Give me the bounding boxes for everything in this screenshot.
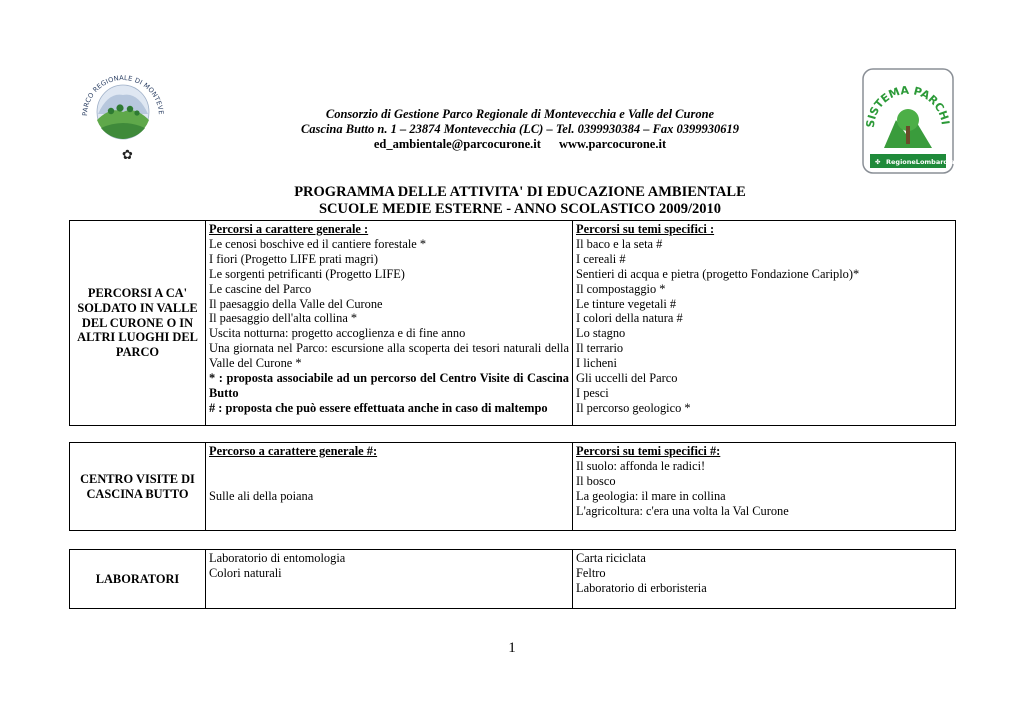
list-item: Feltro: [576, 565, 606, 580]
percorsi-specific-heading: Percorsi su temi specifici :: [576, 222, 715, 236]
note-maltempo: # : proposta che può essere effettuata anche in caso di maltempo: [209, 400, 548, 415]
list-item: I cereali #: [576, 251, 626, 266]
list-item: Laboratorio di erboristeria: [576, 580, 707, 595]
centro-label-cell: [70, 443, 206, 531]
list-item: Laboratorio di entomologia: [209, 551, 346, 565]
centro-visite-table: [69, 442, 956, 531]
list-item: Sulle ali della poiana: [209, 488, 314, 503]
list-item: Le cenosi boschive ed il cantiere forestale *: [209, 236, 427, 251]
percorsi-label: PERCORSI A CA' SOLDATO IN VALLE DEL CURONE O IN ALTRI LUOGHI DEL PARCO: [77, 285, 198, 360]
percorsi-table: [69, 220, 956, 426]
list-item: Il baco e la seta #: [576, 236, 663, 251]
laboratori-label: LABORATORI: [95, 571, 180, 586]
percorsi-label-cell: [70, 221, 206, 426]
list-item: Le cascine del Parco: [209, 281, 312, 296]
parco-montevecchia-logo: [73, 62, 173, 164]
header-line-2: Cascina Butto n. 1 – 23874 Montevecchia (LC) – Tel. 0399930384 – Fax 0399930619: [300, 122, 740, 136]
header-contacts: [200, 137, 840, 152]
list-item: Sentieri di acqua e pietra (progetto Fondazione Cariplo)*: [576, 266, 860, 281]
document-title: [200, 184, 840, 218]
list-item: I pesci: [576, 385, 609, 400]
laboratori-right-cell: [573, 550, 956, 609]
page-number: 1: [508, 640, 516, 656]
percorsi-general-cell: [206, 221, 573, 426]
centro-label: CENTRO VISITE DI CASCINA BUTTO: [80, 471, 195, 501]
regione-lombardia-text: RegioneLombardia: [886, 158, 954, 166]
list-item: Le tinture vegetali #: [576, 296, 677, 311]
list-item: Una giornata nel Parco: escursione alla scoperta dei tesori naturali della Valle del Curone *: [209, 341, 569, 371]
list-item: Lo stagno: [576, 326, 626, 341]
laboratori-label-cell: [70, 550, 206, 609]
list-item: La geologia: il mare in collina: [576, 488, 726, 503]
list-item: Carta riciclata: [576, 551, 646, 565]
laboratori-left-cell: [206, 550, 573, 609]
list-item: Colori naturali: [209, 565, 282, 580]
list-item: I fiori (Progetto LIFE prati magri): [209, 251, 378, 266]
list-item: I licheni: [576, 356, 617, 371]
header: [200, 107, 840, 152]
list-item: Il suolo: affonda le radici!: [576, 458, 706, 473]
percorsi-specific-cell: [573, 221, 956, 426]
svg-text:PARCO REGIONALE DI MONTEVECCHI: PARCO REGIONALE DI MONTEVE: [80, 73, 166, 117]
centro-specific-cell: [573, 443, 956, 531]
percorsi-general-heading: Percorsi a carattere generale :: [209, 222, 369, 236]
centro-specific-heading: Percorsi su temi specifici #:: [576, 444, 721, 458]
list-item: Il terrario: [576, 341, 624, 356]
sistema-parchi-logo: [862, 68, 954, 174]
list-item: Uscita notturna: progetto accoglienza e di fine anno: [209, 326, 466, 341]
list-item: L'agricoltura: c'era una volta la Val Curone: [576, 503, 789, 518]
list-item: Il bosco: [576, 473, 616, 488]
note-associabile: * : proposta associabile ad un percorso del Centro Visite di Cascina Butto: [209, 371, 569, 400]
title-line-2: SCUOLE MEDIE ESTERNE - ANNO SCOLASTICO 2009/2010: [318, 201, 722, 217]
header-line-1: Consorzio di Gestione Parco Regionale di Montevecchia e Valle del Curone: [325, 107, 715, 121]
centro-general-heading: Percorso a carattere generale #:: [209, 444, 378, 458]
website-link[interactable]: www.parcocurone.it: [558, 137, 667, 151]
svg-text:✤: ✤: [875, 158, 881, 166]
list-item: Gli uccelli del Parco: [576, 371, 678, 386]
title-line-1: PROGRAMMA DELLE ATTIVITA' DI EDUCAZIONE AMBIENTALE: [294, 184, 746, 200]
list-item: Il paesaggio dell'alta collina *: [209, 311, 358, 326]
list-item: Il percorso geologico *: [576, 400, 691, 415]
svg-text:✿: ✿: [122, 148, 133, 163]
svg-text:SISTEMA PARCHI: SISTEMA PARCHI: [863, 83, 952, 129]
list-item: I colori della natura #: [576, 311, 683, 326]
list-item: Le sorgenti petrificanti (Progetto LIFE): [209, 266, 405, 281]
email-link[interactable]: ed_ambientale@parcocurone.it: [373, 137, 541, 151]
centro-general-cell: [206, 443, 573, 531]
laboratori-table: [69, 549, 956, 609]
list-item: Il paesaggio della Valle del Curone: [209, 296, 383, 311]
list-item: Il compostaggio *: [576, 281, 666, 296]
